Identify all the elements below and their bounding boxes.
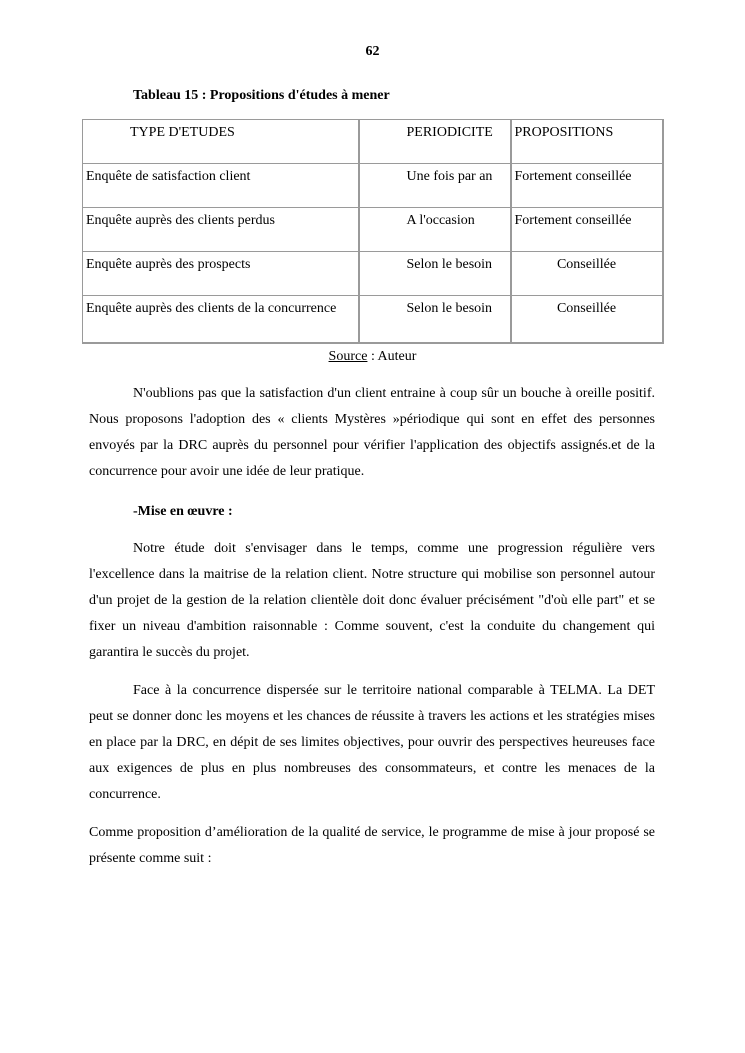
table-row bbox=[83, 208, 663, 252]
table-header-row bbox=[83, 120, 663, 164]
paragraph-2: Notre étude doit s'envisager dans le temps, comme une progression régulière vers l'excellence dans la maitrise de la relation client. Notre structure qui mobilise son personnel autour d'un projet de la gestion de la relation clientèle doit donc évaluer précisément "d'où elle part" et se fixer un niveau d'ambition raisonnable : Comme souvent, c'est la conduite du changement qui garantira le succès du projet. bbox=[89, 541, 655, 660]
cell-type: Enquête auprès des clients de la concurrence bbox=[83, 296, 359, 344]
table-row bbox=[83, 296, 663, 344]
cell-periodicite: Une fois par an bbox=[359, 164, 511, 208]
header-type: TYPE D'ETUDES bbox=[83, 120, 359, 164]
cell-type: Enquête auprès des prospects bbox=[83, 252, 359, 296]
cell-proposition: Conseillée bbox=[511, 296, 663, 344]
paragraph-1: N'oublions pas que la satisfaction d'un client entraine à coup sûr un bouche à oreille positif. Nous proposons l'adoption des « clients Mystères »périodique qui sont en effet des personnes envoyés par la DRC auprès du personnel pour vérifier l'application des objectifs assignés.et de la concurrence pour avoir une idée de leur pratique. bbox=[89, 386, 655, 479]
cell-proposition: Fortement conseillée bbox=[511, 208, 663, 252]
header-propositions: PROPOSITIONS bbox=[511, 120, 663, 164]
table-row bbox=[83, 164, 663, 208]
header-periodicite: PERIODICITE bbox=[359, 120, 511, 164]
cell-periodicite: Selon le besoin bbox=[359, 252, 511, 296]
section-heading: -Mise en œuvre : bbox=[133, 504, 233, 519]
source-value: : Auteur bbox=[367, 349, 417, 364]
cell-type: Enquête auprès des clients perdus bbox=[83, 208, 359, 252]
table-caption: Tableau 15 : Propositions d'études à mener bbox=[133, 88, 390, 103]
table-source bbox=[0, 349, 745, 365]
paragraph-3: Face à la concurrence dispersée sur le territoire national comparable à TELMA. La DET peut se donner donc les moyens et les chances de réussite à travers les actions et les stratégies mises en place par la DRC, en dépit de ses limites objectives, pour ouvrir des perspectives heureuses face aux exigences de plus en plus nombreuses des consommateurs, et contre les menaces de la concurrence. bbox=[89, 683, 655, 802]
source-label: Source bbox=[328, 349, 368, 364]
cell-periodicite: Selon le besoin bbox=[359, 296, 511, 344]
cell-proposition: Fortement conseillée bbox=[511, 164, 663, 208]
paragraph-4: Comme proposition d’amélioration de la qualité de service, le programme de mise à jour proposé se présente comme suit : bbox=[89, 825, 655, 866]
cell-periodicite: A l'occasion bbox=[359, 208, 511, 252]
table-row bbox=[83, 252, 663, 296]
cell-type: Enquête de satisfaction client bbox=[83, 164, 359, 208]
studies-table bbox=[82, 119, 664, 344]
page-number: 62 bbox=[365, 44, 380, 59]
cell-proposition: Conseillée bbox=[511, 252, 663, 296]
